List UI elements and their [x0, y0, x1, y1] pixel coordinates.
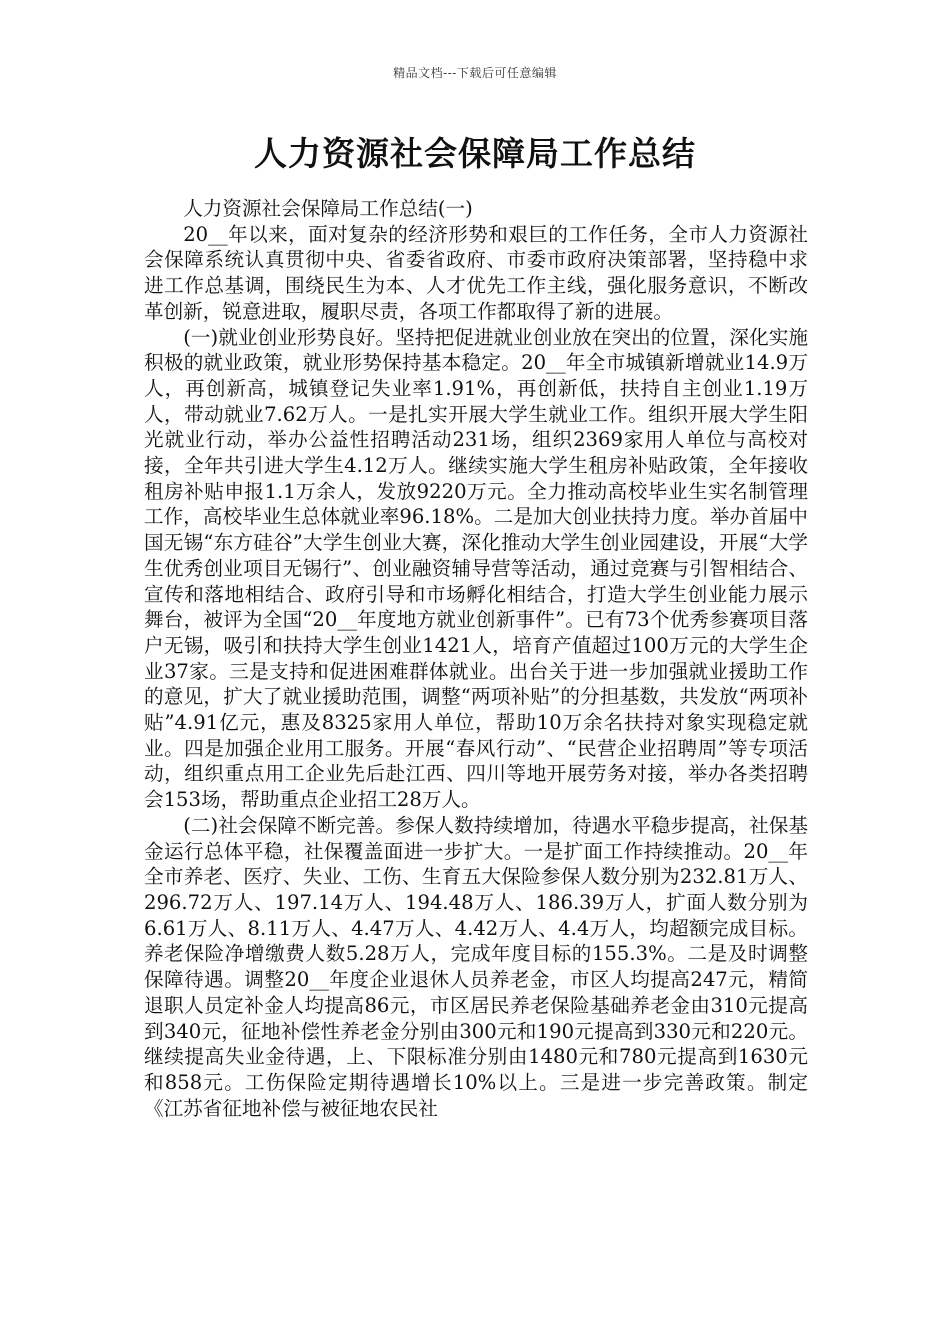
- document-title: 人力资源社会保障局工作总结: [254, 134, 696, 173]
- document-body: [144, 196, 808, 1121]
- social-security-paragraph: (二)社会保障不断完善。参保人数持续增加，待遇水平稳步提高，社保基金运行总体平稳，社保覆盖面进一步扩大。一是扩面工作持续推动。20__年全市养老、医疗、失业、工伤、生育五大保险参保人数分别为232.81万人、296.72万人、197.14万人、194.48万人、186.39万人，扩面人数分别为6.61万人、8.11万人、4.47万人、4.42万人、4.4万人，均超额完成目标。养老保险净增缴费人数5.28万人，完成年度目标的155.3%。二是及时调整保障待遇。调整20__年度企业退休人员养老金，市区人均提高247元，精简退职人员定补金人均提高86元，市区居民养老保险基础养老金由310元提高到340元，征地补偿性养老金分别由300元和190元提高到330元和220元。继续提高失业金待遇，上、下限标准分别由1480元和780元提高到1630元和858元。工伤保险定期待遇增长10%以上。三是进一步完善政策。制定《江苏省征地补偿与被征地农民社: [144, 813, 808, 1120]
- subtitle-paragraph: 人力资源社会保障局工作总结(一): [183, 197, 473, 220]
- employment-paragraph: (一)就业创业形势良好。坚持把促进就业创业放在突出的位置，深化实施积极的就业政策，就业形势保持基本稳定。20__年全市城镇新增就业14.9万人，再创新高，城镇登记失业率1.91%，再创新低，扶持自主创业1.19万人，带动就业7.62万人。一是扎实开展大学生就业工作。组织开展大学生阳光就业行动，举办公益性招聘活动231场，组织2369家用人单位与高校对接，全年共引进大学生4.12万人。继续实施大学生租房补贴政策，全年接收租房补贴申报1.1万余人，发放9220万元。全力推动高校毕业生实名制管理工作，高校毕业生总体就业率96.18%。二是加大创业扶持力度。举办首届中国无锡“东方硅谷”大学生创业大赛，深化推动大学生创业园建设，开展“大学生优秀创业项目无锡行”、创业融资辅导营等活动，通过竞赛与引智相结合、宣传和落地相结合、政府引导和市场孵化相结合，打造大学生创业能力展示舞台，被评为全国“20__年度地方就业创新事件”。已有73个优秀参赛项目落户无锡，吸引和扶持大学生创业1421人，培育产值超过100万元的大学生企业37家。三是支持和促进困难群体就业。出台关于进一步加强就业援助工作的意见，扩大了就业援助范围，调整“两项补贴”的分担基数，共发放“两项补贴”4.91亿元，惠及8325家用人单位，帮助10万余名扶持对象实现稳定就业。四是加强企业用工服务。开展“春风行动”、“民营企业招聘周”等专项活动，组织重点用工企业先后赴江西、四川等地开展劳务对接，举办各类招聘会153场，帮助重点企业招工28万人。: [144, 325, 808, 812]
- header-note: 精品文档---下载后可任意编辑: [393, 66, 557, 80]
- intro-paragraph: 20__年以来，面对复杂的经济形势和艰巨的工作任务，全市人力资源社会保障系统认真贯彻中央、省委省政府、市委市政府决策部署，坚持稳中求进工作总基调，围绕民生为本、人才优先工作主线，强化服务意识，不断改革创新，锐意进取，履职尽责，各项工作都取得了新的进展。: [144, 222, 808, 323]
